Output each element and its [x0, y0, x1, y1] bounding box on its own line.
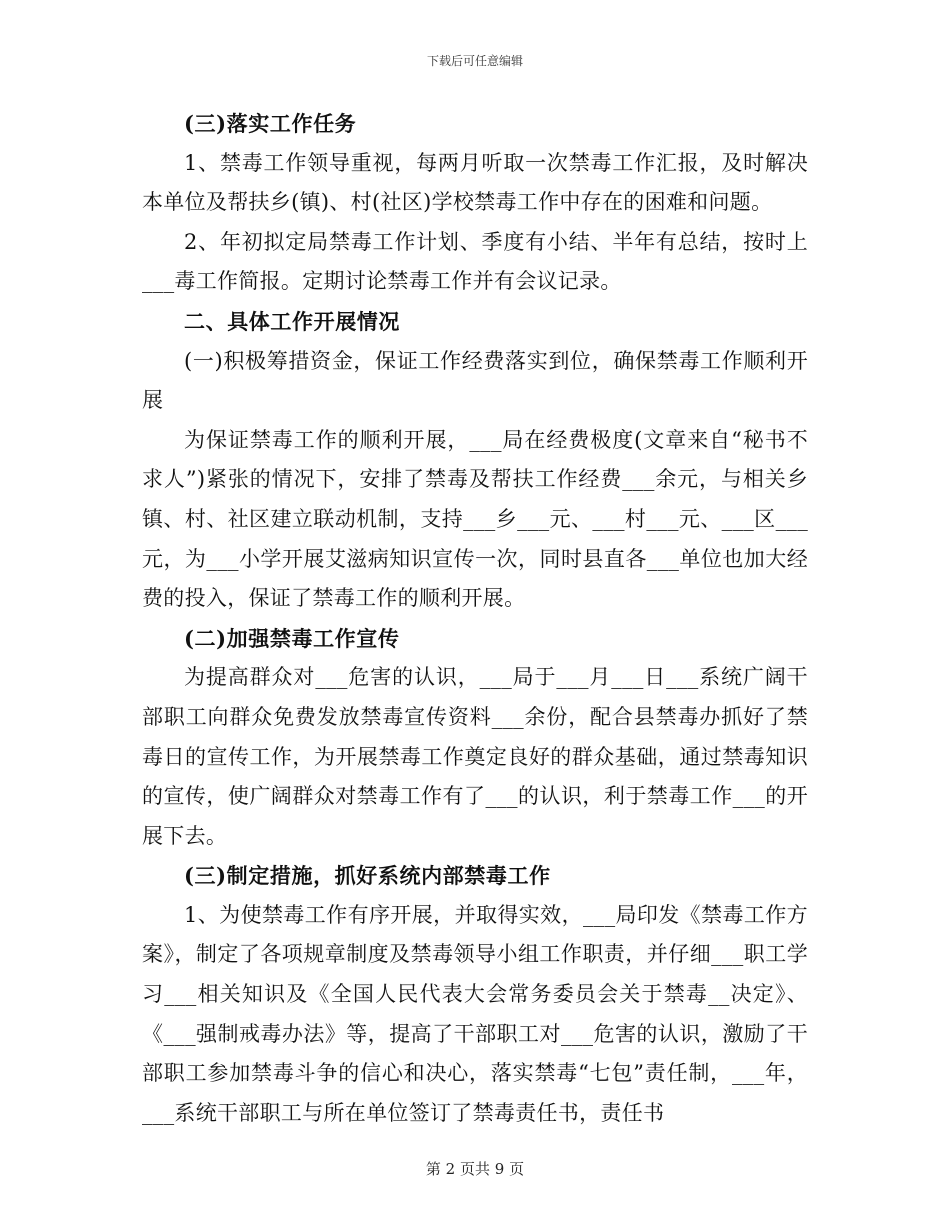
- section-heading: (三)落实工作任务: [184, 111, 357, 136]
- paragraph: (一)积极筹措资金，保证工作经费落实到位，确保禁毒工作顺利开展: [142, 348, 808, 413]
- page-footer: 第 2 页共 9 页: [425, 1160, 525, 1178]
- section-heading: (二)加强禁毒工作宣传: [184, 625, 400, 651]
- paragraph: 1、为使禁毒工作有序开展，并取得实效，___局印发《禁毒工作方案》，制定了各项规章制度及禁毒领导小组工作职责，并仔细___职工学习___相关知识及《全国人民代表大会常务委员会关于禁毒__决定》、《___强制戒毒办法》等，提高了干部职工对___危害的认识，激励了干部职工参加禁毒斗争的信心和决心，落实禁毒“七包”责任制，___年，___系统干部职工与所在单位签订了禁毒责任书，责任书: [142, 902, 808, 1125]
- paragraph: 为保证禁毒工作的顺利开展，___局在经费极度(文章来自“秘书不求人”)紧张的情况下，安排了禁毒及帮扶工作经费___余元，与相关乡镇、村、社区建立联动机制，支持___乡___元、___村___元、___区___元，为___小学开展艾滋病知识宣传一次，同时县直各___单位也加大经费的投入，保证了禁毒工作的顺利开展。: [142, 427, 808, 611]
- page-header: 下载后可任意编辑: [426, 54, 523, 68]
- paragraph: 为提高群众对___危害的认识，___局于___月___日___系统广阔干部职工向群众免费发放禁毒宣传资料___余份，配合县禁毒办抓好了禁毒日的宣传工作，为开展禁毒工作奠定良好的群众基础，通过禁毒知识的宣传，使广阔群众对禁毒工作有了___的认识，利于禁毒工作___的开展下去。: [142, 665, 808, 848]
- document-body: [142, 104, 808, 1133]
- paragraph: 1、禁毒工作领导重视，每两月听取一次禁毒工作汇报，及时解决本单位及帮扶乡(镇)、村(社区)学校禁毒工作中存在的困难和问题。: [142, 150, 808, 215]
- section-heading: 二、具体工作开展情况: [184, 308, 400, 334]
- section-heading: (三)制定措施，抓好系统内部禁毒工作: [184, 863, 551, 889]
- paragraph: 2、年初拟定局禁毒工作计划、季度有小结、半年有总结，按时上___毒工作简报。定期讨论禁毒工作并有会议记录。: [142, 229, 808, 294]
